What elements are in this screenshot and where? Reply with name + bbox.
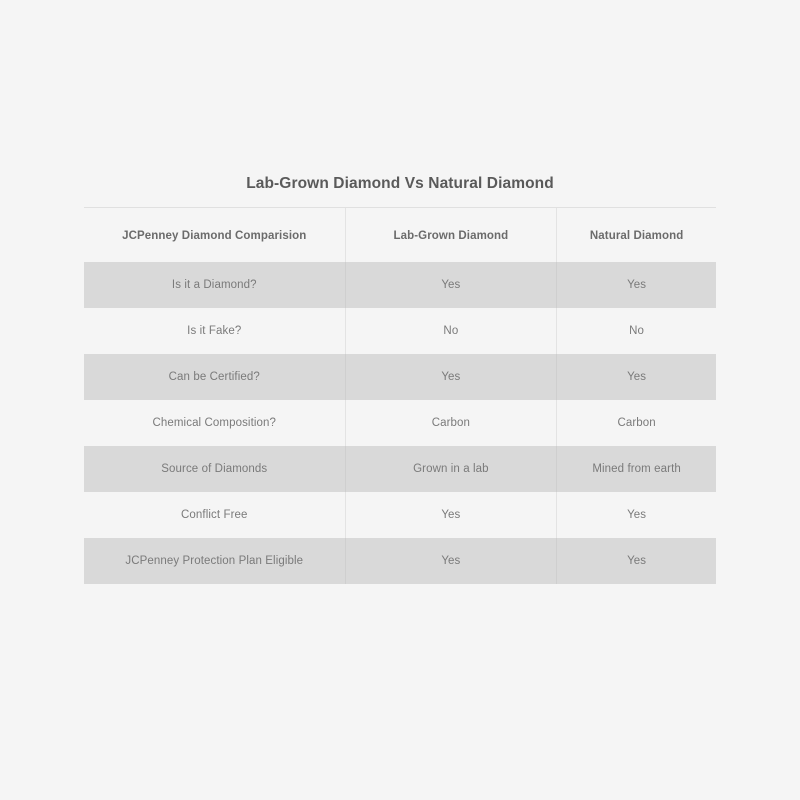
row-value-lab-grown: Yes <box>345 354 557 400</box>
row-value-lab-grown: Yes <box>345 538 557 584</box>
comparison-table-container <box>84 175 716 584</box>
row-value-natural: Yes <box>557 354 716 400</box>
table-header <box>84 208 716 262</box>
row-value-natural: No <box>557 308 716 354</box>
table-row <box>84 446 716 492</box>
comparison-table <box>84 208 716 584</box>
table-row <box>84 400 716 446</box>
table-row <box>84 492 716 538</box>
table-header-row <box>84 208 716 262</box>
table-row <box>84 262 716 308</box>
row-value-natural: Yes <box>557 538 716 584</box>
row-value-lab-grown: Yes <box>345 262 557 308</box>
row-label: Source of Diamonds <box>84 446 345 492</box>
column-header-lab-grown: Lab-Grown Diamond <box>345 208 557 262</box>
table-row <box>84 354 716 400</box>
row-value-natural: Carbon <box>557 400 716 446</box>
row-value-natural: Yes <box>557 262 716 308</box>
row-value-natural: Mined from earth <box>557 446 716 492</box>
table-row <box>84 538 716 584</box>
row-label: Is it a Diamond? <box>84 262 345 308</box>
row-value-lab-grown: Carbon <box>345 400 557 446</box>
page-title: Lab-Grown Diamond Vs Natural Diamond <box>84 175 716 208</box>
column-header-feature: JCPenney Diamond Comparision <box>122 230 307 242</box>
row-value-lab-grown: Yes <box>345 492 557 538</box>
row-label: Conflict Free <box>181 509 248 521</box>
row-value-lab-grown: No <box>345 308 557 354</box>
row-value-lab-grown: Grown in a lab <box>345 446 557 492</box>
row-label: Chemical Composition? <box>152 417 277 429</box>
row-label: Can be Certified? <box>84 354 345 400</box>
table-row <box>84 308 716 354</box>
row-label: JCPenney Protection Plan Eligible <box>84 538 345 584</box>
column-header-natural: Natural Diamond <box>557 208 716 262</box>
table-body <box>84 262 716 584</box>
row-label: Is it Fake? <box>187 325 242 337</box>
row-value-natural: Yes <box>557 492 716 538</box>
